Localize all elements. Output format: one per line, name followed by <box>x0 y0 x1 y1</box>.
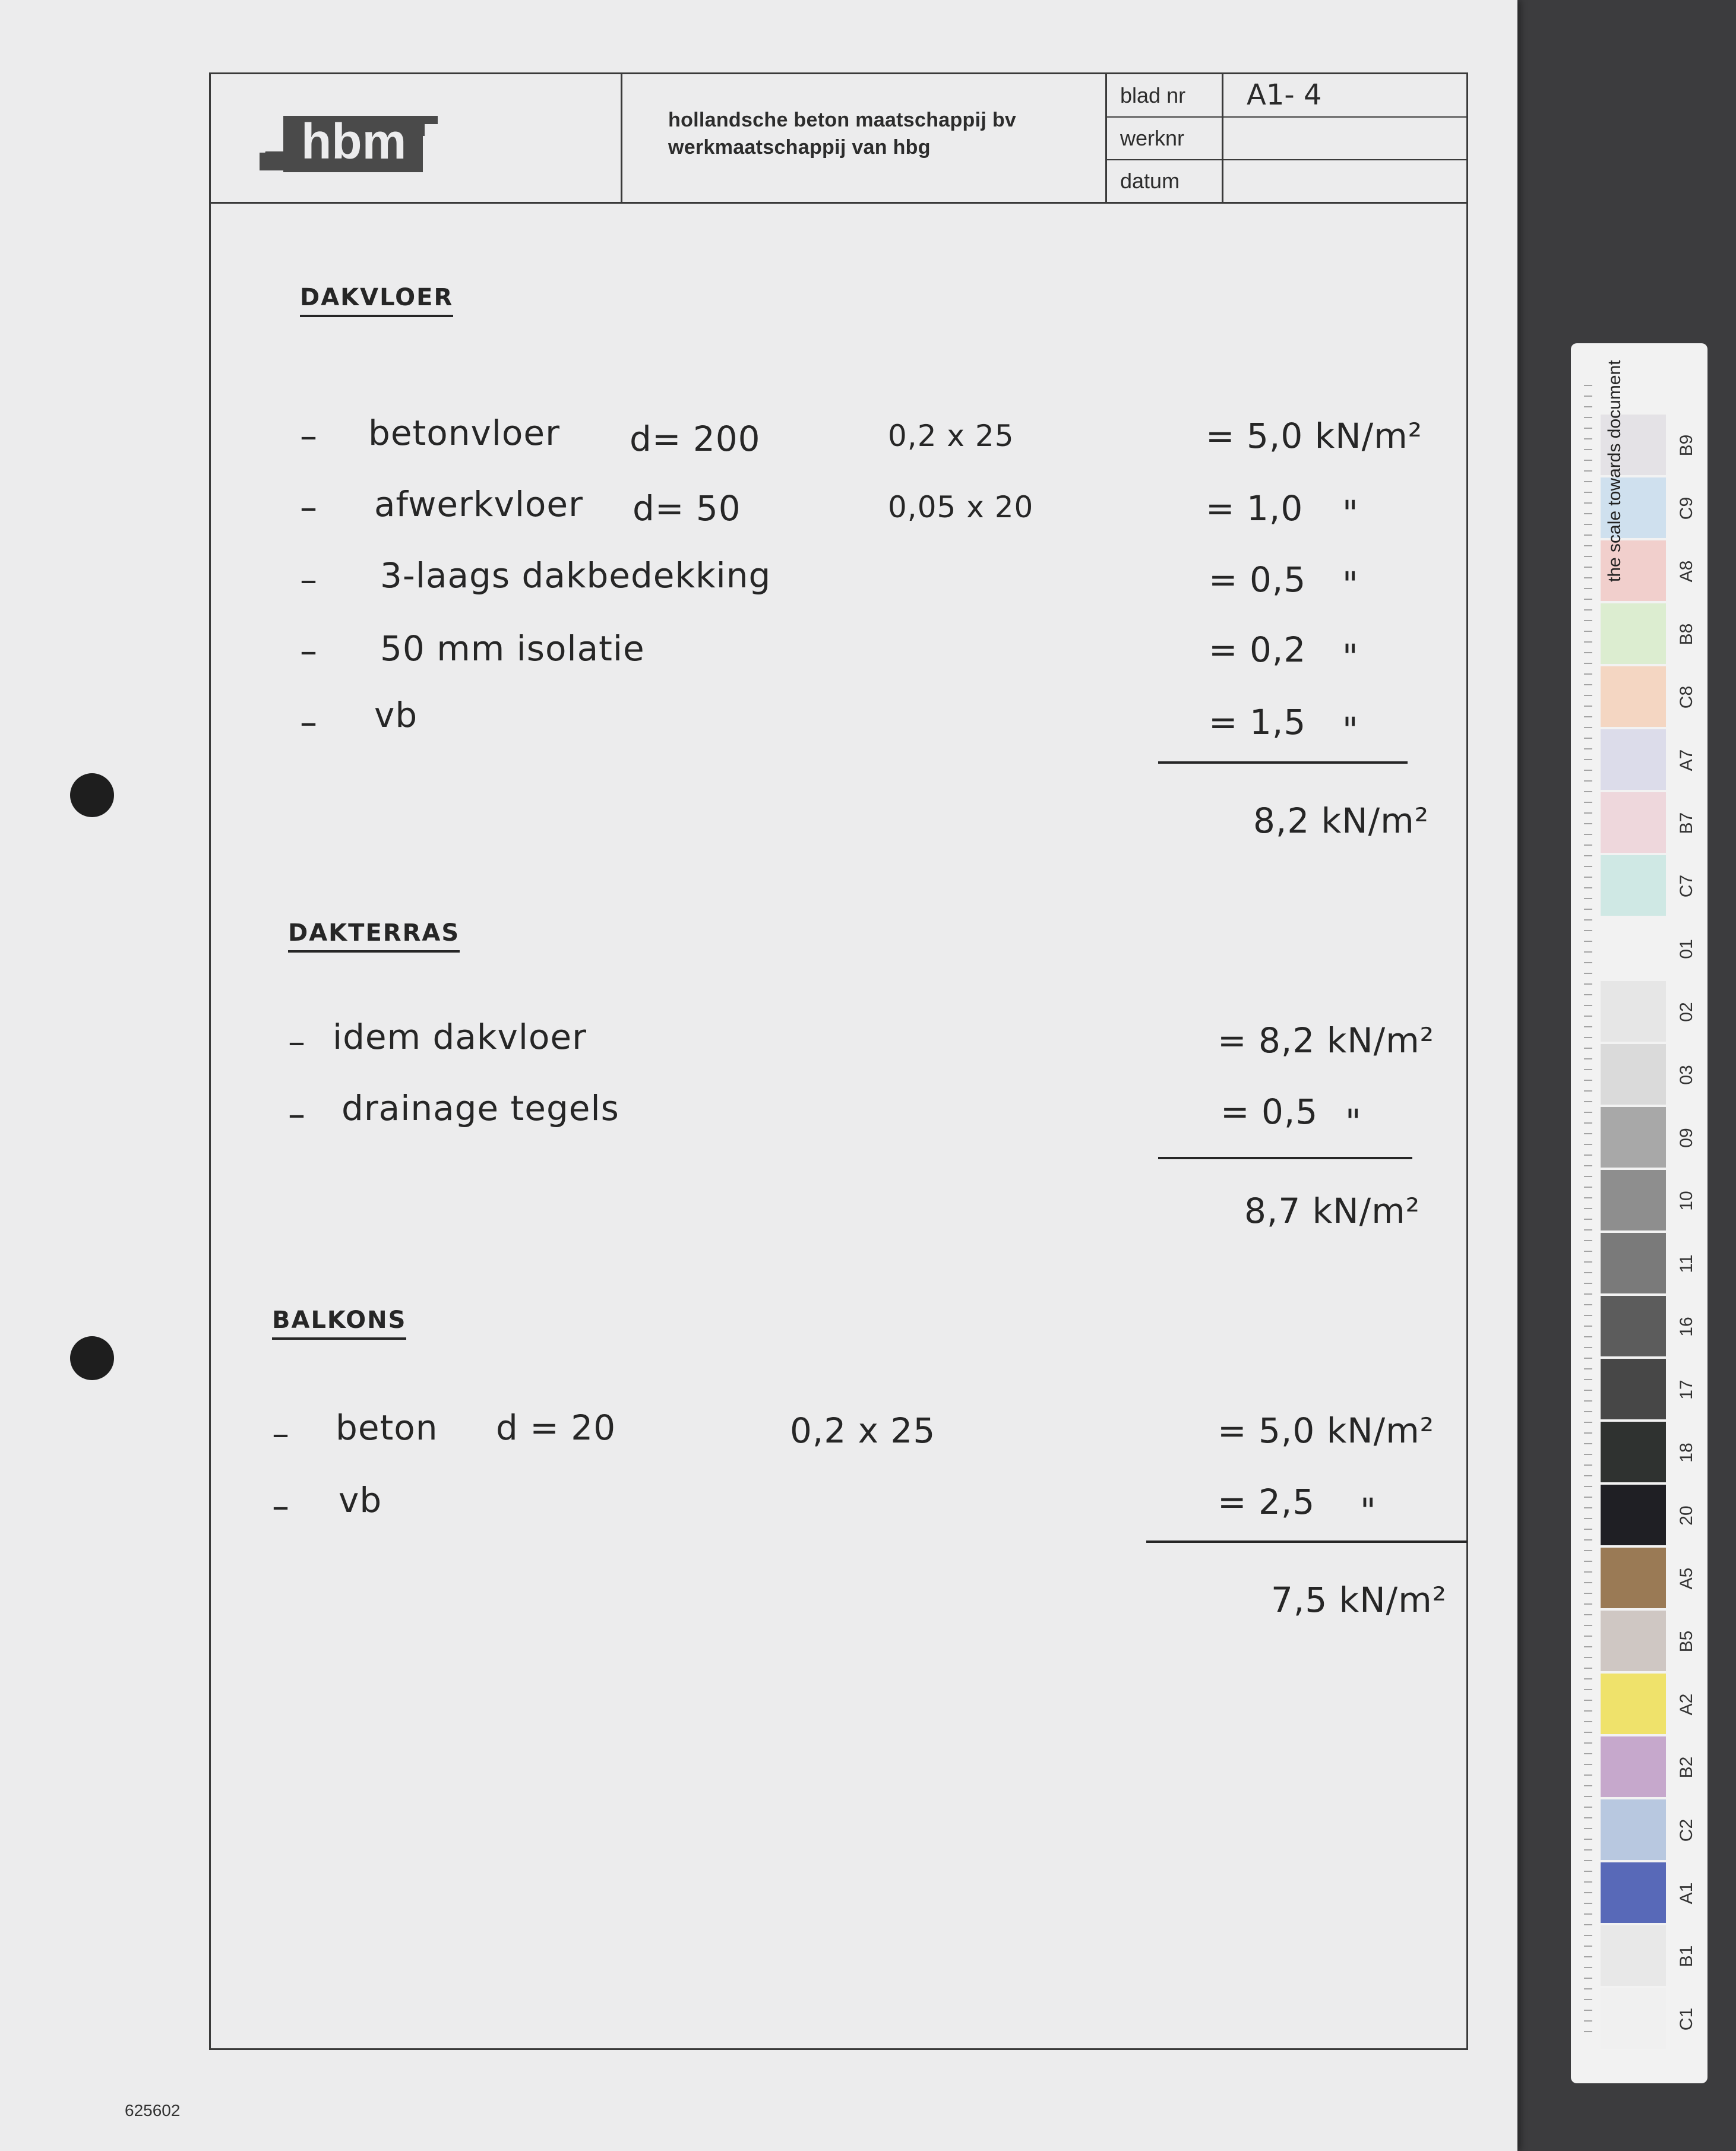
punch-hole-bottom <box>70 1336 114 1380</box>
color-patch <box>1601 1988 1666 2049</box>
color-patch <box>1601 1107 1666 1168</box>
section-heading-balkons: BALKONS <box>272 1307 406 1340</box>
meta-row-werknr <box>1107 117 1466 160</box>
row-value: = 8,2 kN/m² <box>1218 1020 1434 1061</box>
row-calc: 0,05 x 20 <box>888 490 1034 524</box>
color-patch <box>1601 1233 1666 1293</box>
color-patch-label: B2 <box>1677 1756 1696 1779</box>
color-patch <box>1601 1422 1666 1482</box>
color-patch-label: B8 <box>1677 623 1696 646</box>
sum-line <box>1158 1157 1412 1159</box>
row-desc: 3-laags dakbedekking <box>380 555 771 596</box>
color-patch <box>1601 1611 1666 1671</box>
datum-label: datum <box>1107 160 1223 202</box>
row-value: = 5,0 kN/m² <box>1218 1410 1434 1451</box>
color-patch <box>1601 729 1666 790</box>
color-patch-label: C7 <box>1677 874 1696 898</box>
row-dash: – <box>300 487 318 527</box>
color-patch <box>1601 1548 1666 1608</box>
company-subtitle: werkmaatschappij van hbg <box>668 136 931 159</box>
color-patch <box>1601 918 1666 979</box>
row-desc: 50 mm isolatie <box>380 628 645 669</box>
ditto-mark: " <box>1342 637 1359 677</box>
color-patch-label: 10 <box>1677 1191 1696 1211</box>
logo-text: hbm <box>301 113 407 169</box>
color-patch-label: 01 <box>1677 939 1696 959</box>
color-patch <box>1601 1296 1666 1356</box>
color-patch-label: A2 <box>1677 1693 1696 1716</box>
meta-row-datum <box>1107 160 1466 202</box>
logo-area <box>211 74 622 202</box>
ditto-mark: " <box>1345 1102 1362 1142</box>
row-desc: betonvloer <box>368 413 560 453</box>
row-desc: vb <box>339 1480 382 1520</box>
meta-table <box>1107 74 1466 202</box>
werknr-label: werknr <box>1107 117 1223 159</box>
color-patch-label: A8 <box>1677 560 1696 583</box>
sum-line <box>1158 761 1408 764</box>
color-patch <box>1601 1674 1666 1734</box>
row-value: = 0,5 <box>1220 1092 1318 1132</box>
color-patch-label: 09 <box>1677 1128 1696 1148</box>
color-patch-label: C1 <box>1677 2007 1696 2031</box>
row-calc: 0,2 x 25 <box>888 419 1014 453</box>
color-patch-label: C2 <box>1677 1818 1696 1842</box>
color-patch <box>1601 1925 1666 1986</box>
meta-row-blad <box>1107 74 1466 118</box>
color-patch <box>1601 1044 1666 1105</box>
color-patch-label: 18 <box>1677 1443 1696 1463</box>
row-value: = 1,5 <box>1209 702 1307 742</box>
row-desc: idem dakvloer <box>333 1017 587 1057</box>
section-heading-dakterras: DAKTERRAS <box>288 919 460 953</box>
color-patch <box>1601 1485 1666 1545</box>
color-patch-label: 03 <box>1677 1065 1696 1085</box>
color-patch-label: A1 <box>1677 1882 1696 1905</box>
row-value: = 0,5 <box>1209 559 1307 600</box>
color-patch-label: 16 <box>1677 1317 1696 1337</box>
row-calc: 0,2 x 25 <box>790 1410 936 1451</box>
row-desc: vb <box>374 695 418 735</box>
company-block <box>621 74 1107 202</box>
color-patch <box>1601 1736 1666 1797</box>
row-dash: – <box>288 1021 306 1062</box>
document-number: 625602 <box>125 2101 181 2120</box>
scale-ruler <box>1584 385 1592 2036</box>
color-patch <box>1601 1799 1666 1860</box>
row-dash: – <box>300 631 318 671</box>
ditto-mark: " <box>1342 564 1359 605</box>
color-patch <box>1601 666 1666 727</box>
color-patch-label: A7 <box>1677 749 1696 771</box>
color-patch-label: A5 <box>1677 1567 1696 1590</box>
ditto-mark: " <box>1342 493 1359 533</box>
form-frame <box>209 72 1468 2050</box>
color-patch-label: B5 <box>1677 1630 1696 1653</box>
form-header <box>211 74 1466 204</box>
color-patch <box>1601 792 1666 853</box>
section-heading-dakvloer: DAKVLOER <box>300 284 453 317</box>
punch-hole-top <box>70 773 114 817</box>
color-patch-label: 20 <box>1677 1505 1696 1526</box>
row-value: = 0,2 <box>1209 630 1307 670</box>
section-total: 8,2 kN/m² <box>1253 801 1429 841</box>
color-patch-label: B1 <box>1677 1945 1696 1967</box>
color-patch-label: C9 <box>1677 496 1696 520</box>
row-desc: drainage tegels <box>341 1088 619 1128</box>
section-total: 8,7 kN/m² <box>1244 1191 1420 1231</box>
row-value: = 1,0 <box>1206 488 1304 529</box>
hbm-logo <box>260 104 461 181</box>
color-patch-label: C8 <box>1677 685 1696 709</box>
row-dash: – <box>272 1486 290 1526</box>
row-dash: – <box>300 559 318 600</box>
color-patch-label: 11 <box>1677 1254 1696 1273</box>
row-value: = 5,0 kN/m² <box>1206 416 1422 456</box>
row-dash: – <box>300 416 318 456</box>
color-patch-label: 17 <box>1677 1380 1696 1400</box>
blad-label: blad nr <box>1107 74 1223 116</box>
ditto-mark: " <box>1360 1491 1377 1531</box>
row-dash: – <box>272 1413 290 1454</box>
row-param: d= 200 <box>630 419 761 459</box>
color-patch <box>1601 855 1666 916</box>
color-patch-label: 02 <box>1677 1002 1696 1022</box>
color-patch-label: B9 <box>1677 434 1696 457</box>
color-patch <box>1601 1359 1666 1419</box>
row-desc: beton <box>336 1407 438 1448</box>
color-scale-strip <box>1571 343 1707 2083</box>
company-name: hollandsche beton maatschappij bv <box>668 109 1017 131</box>
row-desc: afwerkvloer <box>374 484 583 524</box>
sum-line <box>1146 1541 1467 1543</box>
row-param: d= 50 <box>633 488 741 529</box>
color-patch <box>1601 603 1666 664</box>
row-value: = 2,5 <box>1218 1482 1316 1522</box>
row-dash: – <box>300 702 318 742</box>
section-total: 7,5 kN/m² <box>1271 1580 1447 1620</box>
color-patch <box>1601 1170 1666 1231</box>
row-dash: – <box>288 1094 306 1134</box>
row-param: d = 20 <box>496 1407 616 1448</box>
ditto-mark: " <box>1342 710 1359 750</box>
blad-value: A1- 4 <box>1247 78 1322 112</box>
scale-caption: the scale towards document <box>1605 360 1624 582</box>
color-patch-label: B7 <box>1677 812 1696 834</box>
color-patch <box>1601 981 1666 1042</box>
color-patch <box>1601 1862 1666 1923</box>
